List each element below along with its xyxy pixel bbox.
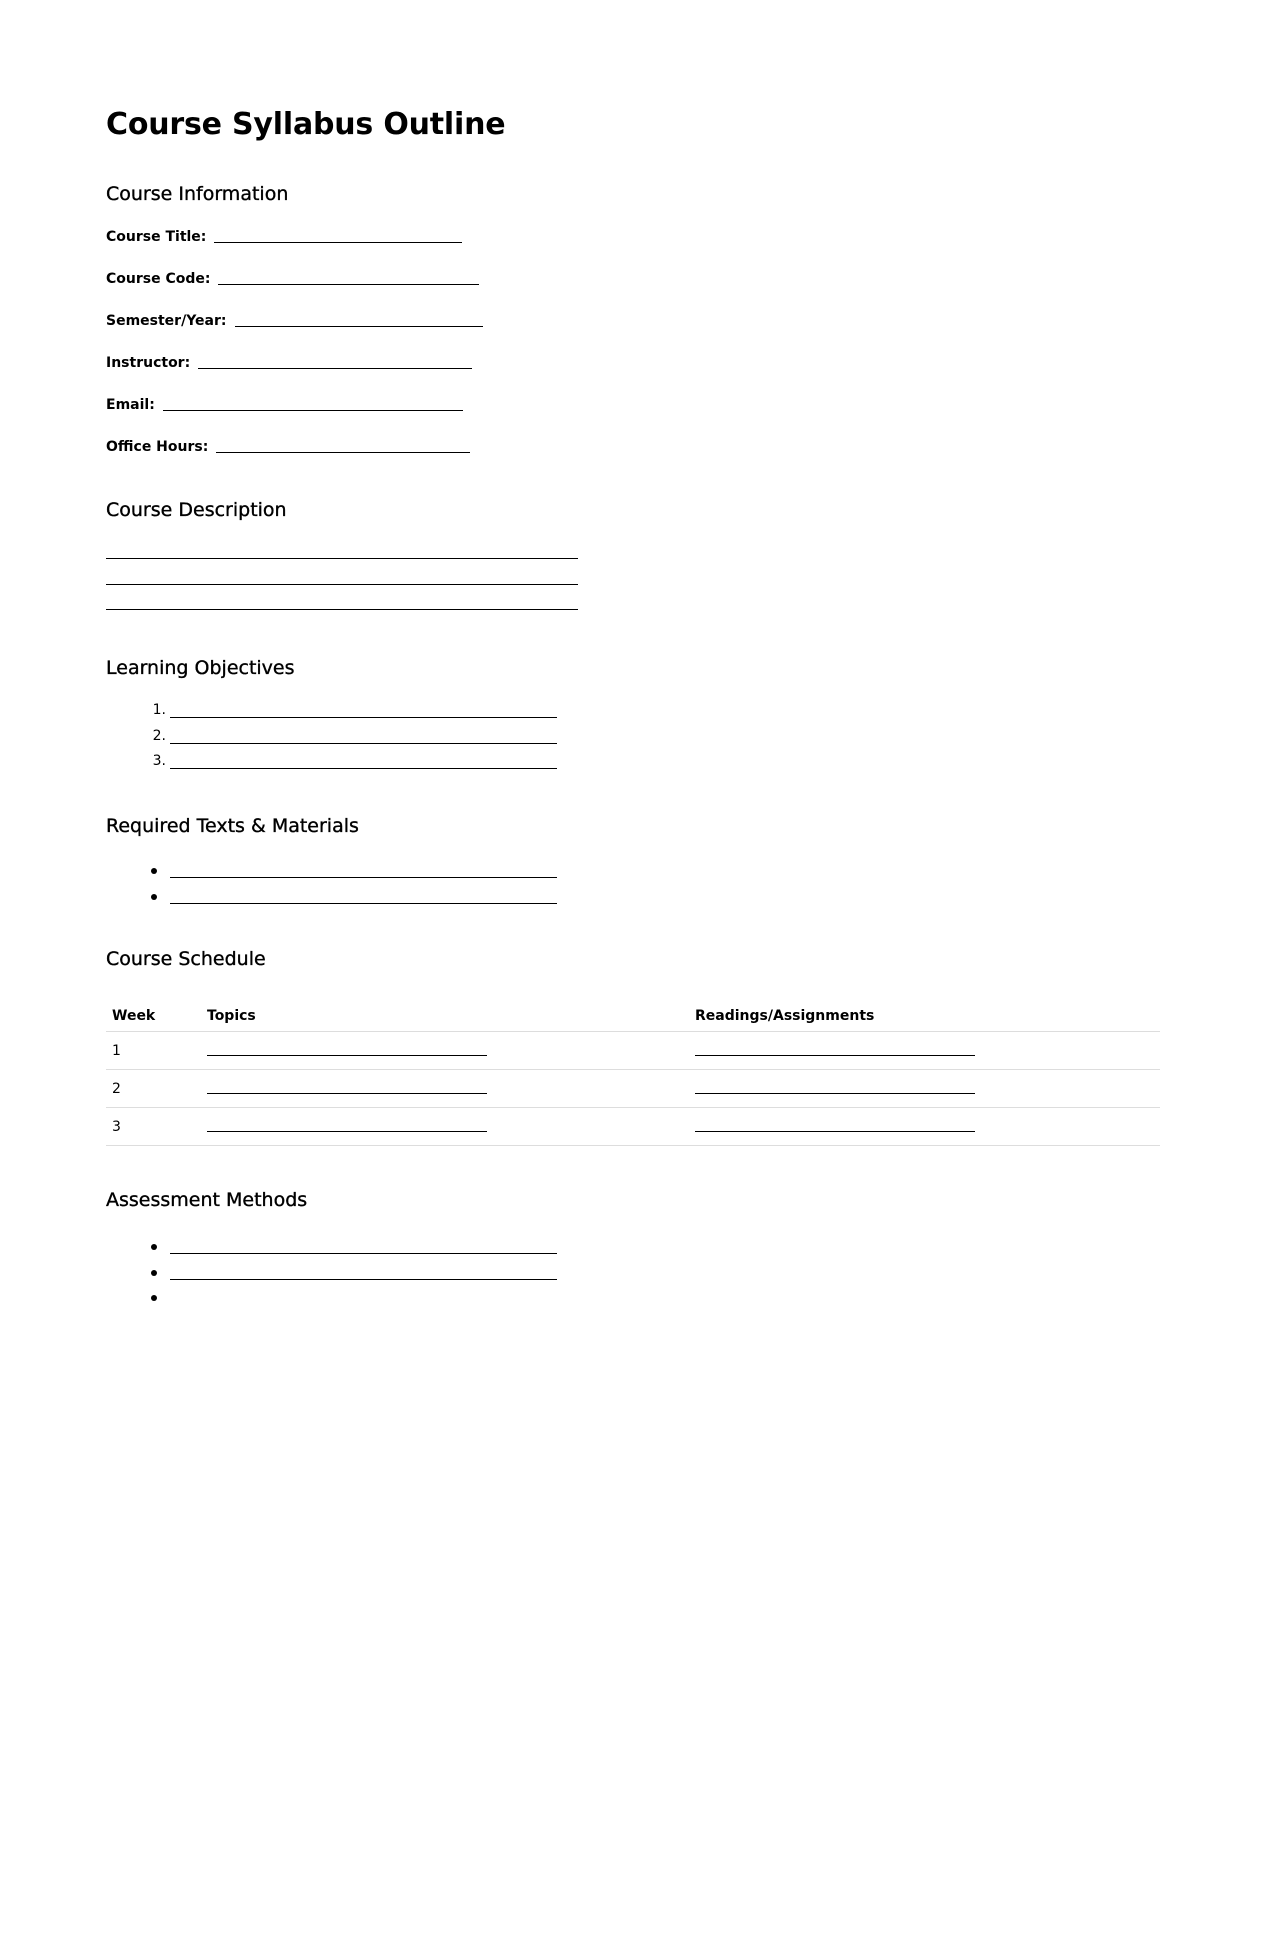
- assessment-item: [106, 1238, 706, 1258]
- table-header-row: [106, 1001, 1160, 1032]
- field-email: [106, 393, 463, 413]
- course-title-blank[interactable]: [214, 226, 462, 243]
- list-number: 3.: [152, 753, 166, 769]
- topics-cell: [201, 1070, 689, 1108]
- field-label: Email:: [106, 397, 155, 413]
- column-header-topics: Topics: [201, 1001, 689, 1032]
- field-label: Semester/Year:: [106, 313, 227, 329]
- readings-blank[interactable]: [695, 1045, 975, 1056]
- bullet-icon: [151, 1270, 157, 1276]
- course-code-blank[interactable]: [218, 268, 479, 285]
- section-heading-learning-objectives: Learning Objectives: [106, 657, 295, 679]
- column-header-readings: Readings/Assignments: [689, 1001, 1160, 1032]
- field-instructor: [106, 351, 472, 371]
- topics-blank[interactable]: [207, 1045, 487, 1056]
- description-line[interactable]: [106, 584, 578, 585]
- section-heading-course-information: Course Information: [106, 183, 289, 205]
- topics-cell: [201, 1032, 689, 1070]
- table-row: [106, 1108, 1160, 1146]
- bullet-icon: [151, 868, 157, 874]
- objective-blank[interactable]: [170, 768, 557, 769]
- section-heading-required-materials: Required Texts & Materials: [106, 815, 359, 837]
- section-heading-course-description: Course Description: [106, 499, 287, 521]
- field-course-title: [106, 225, 462, 245]
- topics-blank[interactable]: [207, 1121, 487, 1132]
- bullet-icon: [151, 894, 157, 900]
- schedule-table: [106, 1001, 1160, 1146]
- description-line[interactable]: [106, 558, 578, 559]
- week-cell: 1: [106, 1032, 201, 1070]
- week-cell: 2: [106, 1070, 201, 1108]
- table-row: [106, 1070, 1160, 1108]
- material-item: [106, 862, 706, 882]
- bullet-icon: [151, 1295, 157, 1301]
- field-label: Office Hours:: [106, 439, 209, 455]
- field-office-hours: [106, 435, 470, 455]
- readings-blank[interactable]: [695, 1121, 975, 1132]
- field-label: Course Code:: [106, 271, 211, 287]
- bullet-icon: [151, 1244, 157, 1250]
- assessment-item: [106, 1289, 706, 1309]
- field-label: Course Title:: [106, 229, 207, 245]
- office-hours-blank[interactable]: [216, 436, 470, 453]
- material-blank[interactable]: [170, 877, 557, 878]
- readings-blank[interactable]: [695, 1083, 975, 1094]
- field-course-code: [106, 267, 479, 287]
- section-heading-course-schedule: Course Schedule: [106, 948, 266, 970]
- readings-cell: [689, 1070, 1160, 1108]
- section-heading-assessment-methods: Assessment Methods: [106, 1189, 308, 1211]
- readings-cell: [689, 1108, 1160, 1146]
- topics-cell: [201, 1108, 689, 1146]
- assessment-blank[interactable]: [170, 1253, 557, 1254]
- objective-item: [106, 753, 706, 773]
- material-item: [106, 888, 706, 908]
- objective-blank[interactable]: [170, 717, 557, 718]
- list-number: 2.: [152, 728, 166, 744]
- page-title: Course Syllabus Outline: [106, 107, 506, 142]
- column-header-week: Week: [106, 1001, 201, 1032]
- description-line[interactable]: [106, 609, 578, 610]
- objective-item: [106, 702, 706, 722]
- semester-year-blank[interactable]: [235, 310, 483, 327]
- field-semester-year: [106, 309, 483, 329]
- field-label: Instructor:: [106, 355, 191, 371]
- objective-item: [106, 728, 706, 748]
- topics-blank[interactable]: [207, 1083, 487, 1094]
- objective-blank[interactable]: [170, 743, 557, 744]
- table-row: [106, 1032, 1160, 1070]
- readings-cell: [689, 1032, 1160, 1070]
- assessment-blank[interactable]: [170, 1279, 557, 1280]
- instructor-blank[interactable]: [198, 352, 472, 369]
- assessment-item: [106, 1264, 706, 1284]
- list-number: 1.: [152, 702, 166, 718]
- email-blank[interactable]: [163, 394, 463, 411]
- week-cell: 3: [106, 1108, 201, 1146]
- material-blank[interactable]: [170, 903, 557, 904]
